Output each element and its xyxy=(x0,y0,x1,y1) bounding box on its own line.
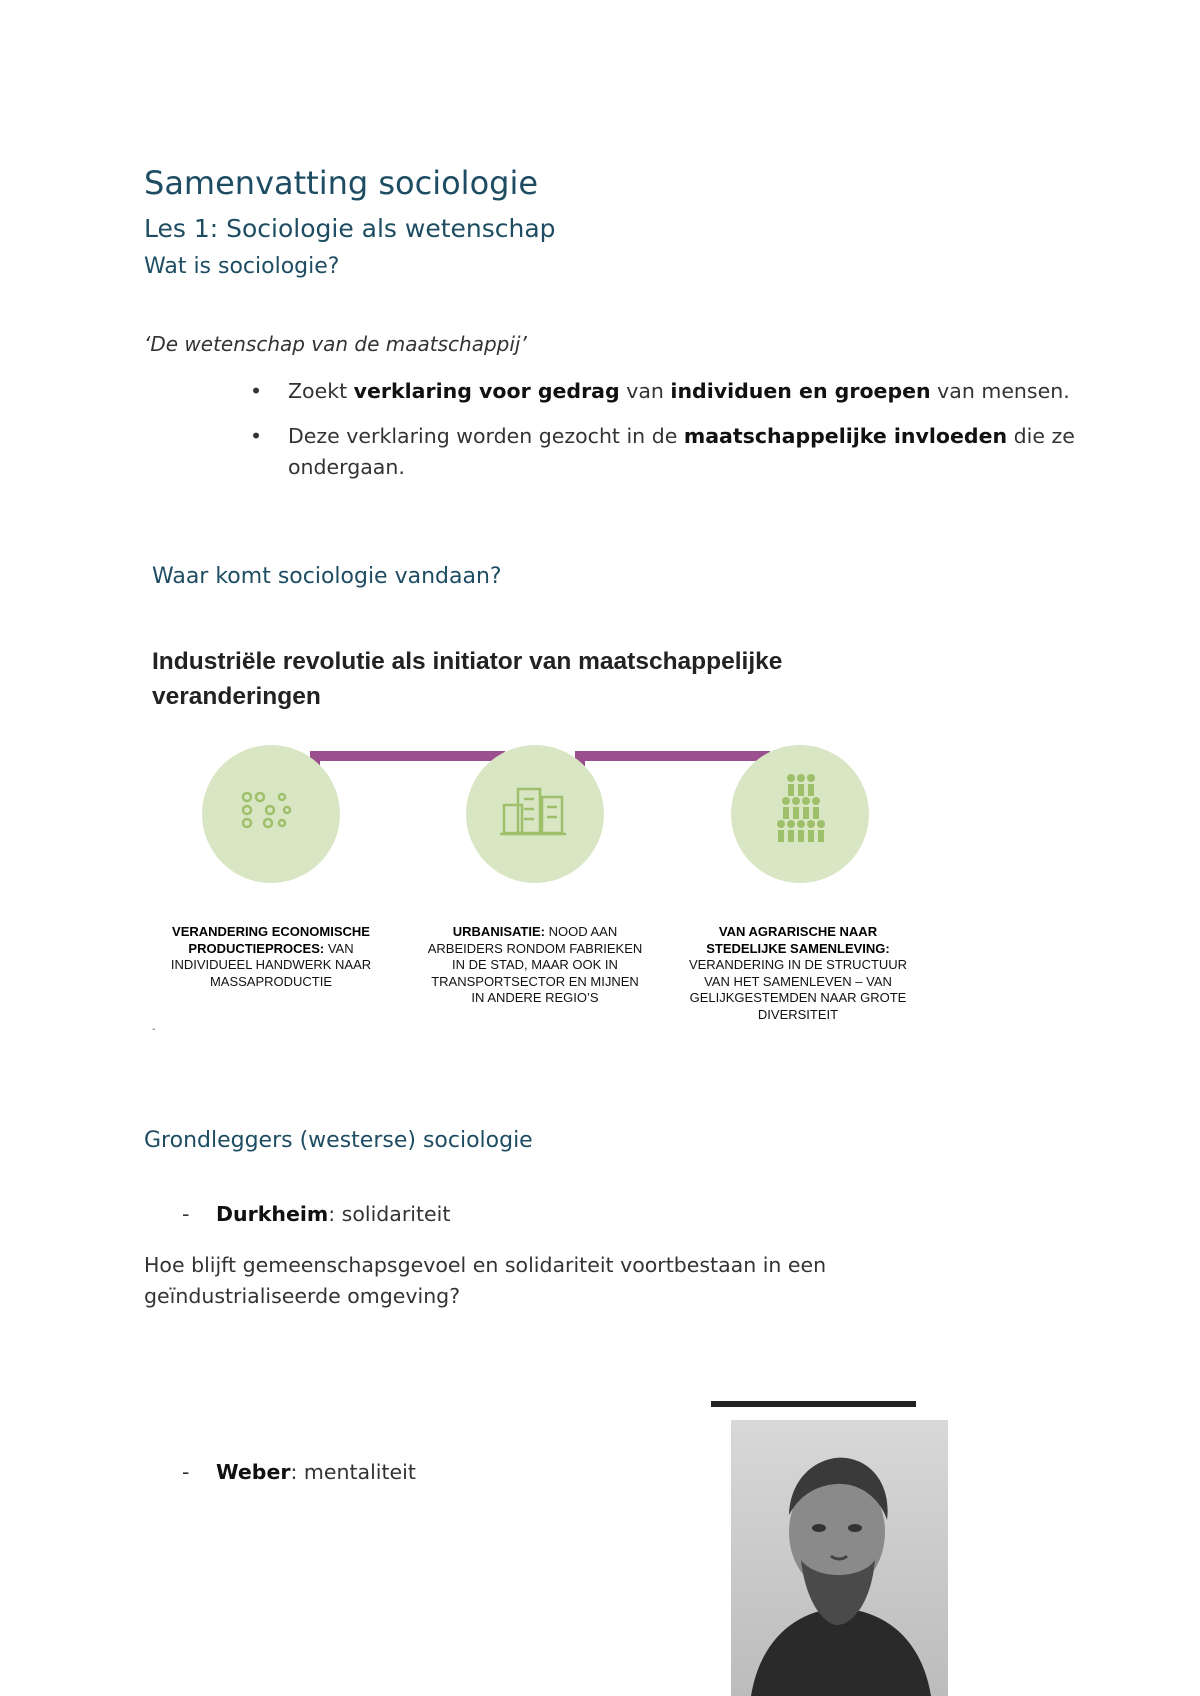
bullet-text: Deze verklaring worden gezocht in de xyxy=(288,424,684,448)
section-heading-wat-is: Wat is sociologie? xyxy=(144,254,340,279)
bullet-bold: verklaring voor gedrag xyxy=(353,379,620,403)
caption-bold: VAN AGRARISCHE NAAR STEDELIJKE SAMENLEVING: xyxy=(706,924,890,956)
people-pyramid-icon xyxy=(731,745,869,883)
founder-name: Durkheim xyxy=(216,1202,329,1226)
bullet-text: die ze ondergaan. xyxy=(288,424,1075,479)
dash-symbol: - xyxy=(182,1202,190,1226)
caption-text: NOOD AAN ARBEIDERS RONDOM FABRIEKEN IN DE STAD, MAAR OOK IN TRANSPORTSECTOR EN MIJNEN IN ANDERE REGIO’S xyxy=(427,924,643,1005)
bullet-item xyxy=(250,376,1080,407)
step-caption-2 xyxy=(424,924,646,1007)
step-circle-2 xyxy=(466,745,604,883)
bullet-list xyxy=(250,376,1080,497)
step-circle-3 xyxy=(731,745,869,883)
bullet-text: van mensen. xyxy=(930,379,1070,403)
caption-bold: VERANDERING ECONOMISCHE PRODUCTIEPROCES: xyxy=(172,924,370,956)
bullet-bold: maatschappelijke invloeden xyxy=(683,424,1008,448)
founder-theme: : solidariteit xyxy=(328,1202,451,1226)
section-heading-origin: Waar komt sociologie vandaan? xyxy=(152,564,502,589)
definition-quote: ‘De wetenschap van de maatschappij’ xyxy=(144,332,527,356)
founder-theme: : mentaliteit xyxy=(290,1460,416,1484)
caption-text: VAN INDIVIDUEEL HANDWERK NAAR MASSAPRODUCTIE xyxy=(170,940,372,989)
founder-durkheim xyxy=(182,1202,682,1226)
lesson-heading: Les 1: Sociologie als wetenschap xyxy=(144,214,556,243)
step-caption-1 xyxy=(160,924,382,990)
figure-footnote: - xyxy=(152,1024,156,1035)
bullet-text: Zoekt xyxy=(288,379,354,403)
step-caption-3 xyxy=(680,924,916,1023)
buildings-icon xyxy=(466,745,604,883)
bullet-text: van xyxy=(619,379,671,403)
image-edge xyxy=(711,1401,916,1407)
portrait-image xyxy=(731,1420,948,1696)
caption-text: VERANDERING IN DE STRUCTUUR VAN HET SAMENLEVEN – VAN GELIJKGESTEMDEN NAAR GROTE DIVERSITEIT xyxy=(688,957,908,1022)
founder-weber xyxy=(182,1460,682,1484)
bullet-item xyxy=(250,421,1080,483)
bullet-symbol: • xyxy=(250,379,263,403)
dots-icon xyxy=(202,745,340,883)
page-title: Samenvatting sociologie xyxy=(144,164,539,202)
step-circle-1 xyxy=(202,745,340,883)
caption-bold: URBANISATIE: xyxy=(452,924,545,939)
figure-title: Industriële revolutie als initiator van maatschappelijke veranderingen xyxy=(152,648,783,710)
section-heading-founders: Grondleggers (westerse) sociologie xyxy=(144,1128,533,1153)
founder-name: Weber xyxy=(216,1460,291,1484)
bullet-symbol: • xyxy=(250,424,263,448)
dash-symbol: - xyxy=(182,1460,190,1484)
bullet-bold: individuen en groepen xyxy=(670,379,931,403)
weber-portrait xyxy=(731,1420,948,1696)
durkheim-question: Hoe blijft gemeenschapsgevoel en solidariteit voortbestaan in een geïndustrialiseerde omgeving? xyxy=(144,1253,827,1308)
